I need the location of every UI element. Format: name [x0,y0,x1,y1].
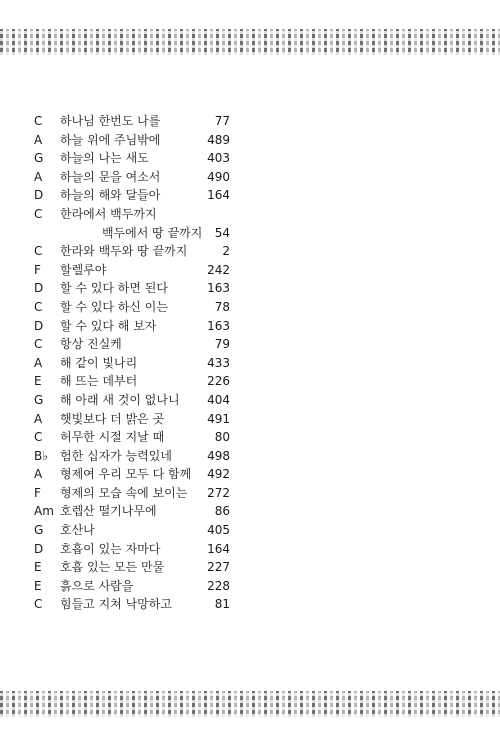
song-title: 할렐루야 [60,262,107,277]
song-title: 한라와 백두와 땅 끝까지 [60,244,188,259]
page-number: 163 [207,281,230,296]
key-label: Am [34,504,54,519]
index-row[interactable] [34,354,230,373]
song-title: 하나님 한번도 나를 [60,114,161,128]
page-number: 79 [214,337,230,352]
index-row[interactable] [34,372,230,391]
index-row[interactable] [34,540,230,559]
page-number: 54 [214,225,230,240]
key-label: G [34,523,44,538]
song-title: 호흡 있는 모든 만물 [60,560,165,575]
index-row[interactable] [34,112,230,131]
index-row[interactable] [34,428,230,447]
page-number: 498 [207,448,230,463]
key-label: C [34,597,43,612]
song-title: 햇빛보다 더 밝은 곳 [60,411,165,426]
song-title: 해 아래 새 것이 없나니 [60,392,180,407]
index-row[interactable] [34,484,230,503]
index-row[interactable] [34,410,230,429]
song-title: 호흡이 있는 자마다 [60,541,161,556]
key-label: E [34,374,42,389]
page-number: 226 [207,374,230,389]
song-title: 항상 진실케 [60,337,122,352]
decorative-border-top [0,29,500,55]
song-title: 할 수 있다 하신 이는 [60,299,168,314]
key-label: A [34,467,43,482]
song-title: 해 뜨는 데부터 [60,374,138,389]
song-index-list [34,112,230,614]
song-title: 백두에서 땅 끝까지 [102,225,203,240]
page-number: 492 [207,467,230,482]
index-row[interactable] [34,558,230,577]
page-number: 403 [207,151,230,166]
index-row[interactable] [34,335,230,354]
index-row[interactable] [34,447,230,466]
key-label: E [34,578,42,593]
key-label: A [34,411,43,426]
page-number: 164 [207,188,230,203]
key-label: G [34,151,44,166]
key-label: F [34,262,41,277]
key-label: D [34,281,44,296]
decorative-border-bottom [0,691,500,717]
page-number: 242 [207,262,230,277]
key-label: F [34,485,41,500]
page-number: 2 [222,244,230,259]
index-row[interactable] [34,298,230,317]
song-title: 흙으로 사람을 [60,578,134,593]
song-title: 형제여 우리 모두 다 함께 [60,467,192,482]
page-number: 78 [214,299,230,314]
page-number: 491 [207,411,230,426]
song-title: 하늘의 해와 달들아 [60,188,161,203]
song-title: 해 같이 빛나리 [60,355,138,370]
index-row[interactable] [34,242,230,261]
page-number: 489 [207,132,230,147]
song-title: 한라에서 백두까지 [60,206,157,221]
index-row[interactable] [34,279,230,298]
key-label: A [34,355,43,370]
page-number: 77 [214,114,230,128]
page-number: 80 [214,430,230,445]
key-label: G [34,392,44,407]
page-number: 433 [207,355,230,370]
key-label: A [34,169,43,184]
index-row-continuation[interactable] [34,224,230,243]
key-label: A [34,132,43,147]
page-number: 228 [207,578,230,593]
page-number: 272 [207,485,230,500]
index-row[interactable] [34,149,230,168]
song-title: 형제의 모습 속에 보이는 [60,485,188,500]
key-label: C [34,206,43,221]
index-row[interactable] [34,502,230,521]
song-title: 험한 십자가 능력있네 [60,448,172,463]
song-title: 하늘의 문을 여소서 [60,169,161,184]
key-label: E [34,560,42,575]
key-label: C [34,430,43,445]
page-number: 86 [214,504,230,519]
index-row[interactable] [34,131,230,150]
index-row[interactable] [34,186,230,205]
song-title: 허무한 시절 지날 때 [60,430,165,445]
key-label: B♭ [34,448,48,463]
song-title: 하늘 위에 주님밖에 [60,132,161,147]
song-title: 할 수 있다 해 보자 [60,318,157,333]
song-title: 호렙산 떨기나무에 [60,504,157,519]
page-number: 404 [207,392,230,407]
page-number: 227 [207,560,230,575]
key-label: C [34,244,43,259]
song-title: 힘들고 지쳐 낙망하고 [60,597,172,612]
page-number: 164 [207,541,230,556]
index-row[interactable] [34,595,230,614]
index-row[interactable] [34,577,230,596]
page-number: 81 [214,597,230,612]
index-row[interactable] [34,168,230,187]
key-label: C [34,337,43,352]
index-row[interactable] [34,465,230,484]
key-label: C [34,114,43,128]
index-row[interactable] [34,205,230,224]
index-row[interactable] [34,317,230,336]
index-row[interactable] [34,261,230,280]
index-row[interactable] [34,391,230,410]
page-number: 490 [207,169,230,184]
index-row[interactable] [34,521,230,540]
page-number: 163 [207,318,230,333]
key-label: D [34,318,44,333]
key-label: C [34,299,43,314]
song-title: 호산나 [60,523,95,538]
song-title: 하늘의 나는 새도 [60,151,149,166]
song-title: 할 수 있다 하면 된다 [60,281,168,296]
page-number: 405 [207,523,230,538]
key-label: D [34,188,44,203]
key-label: D [34,541,44,556]
